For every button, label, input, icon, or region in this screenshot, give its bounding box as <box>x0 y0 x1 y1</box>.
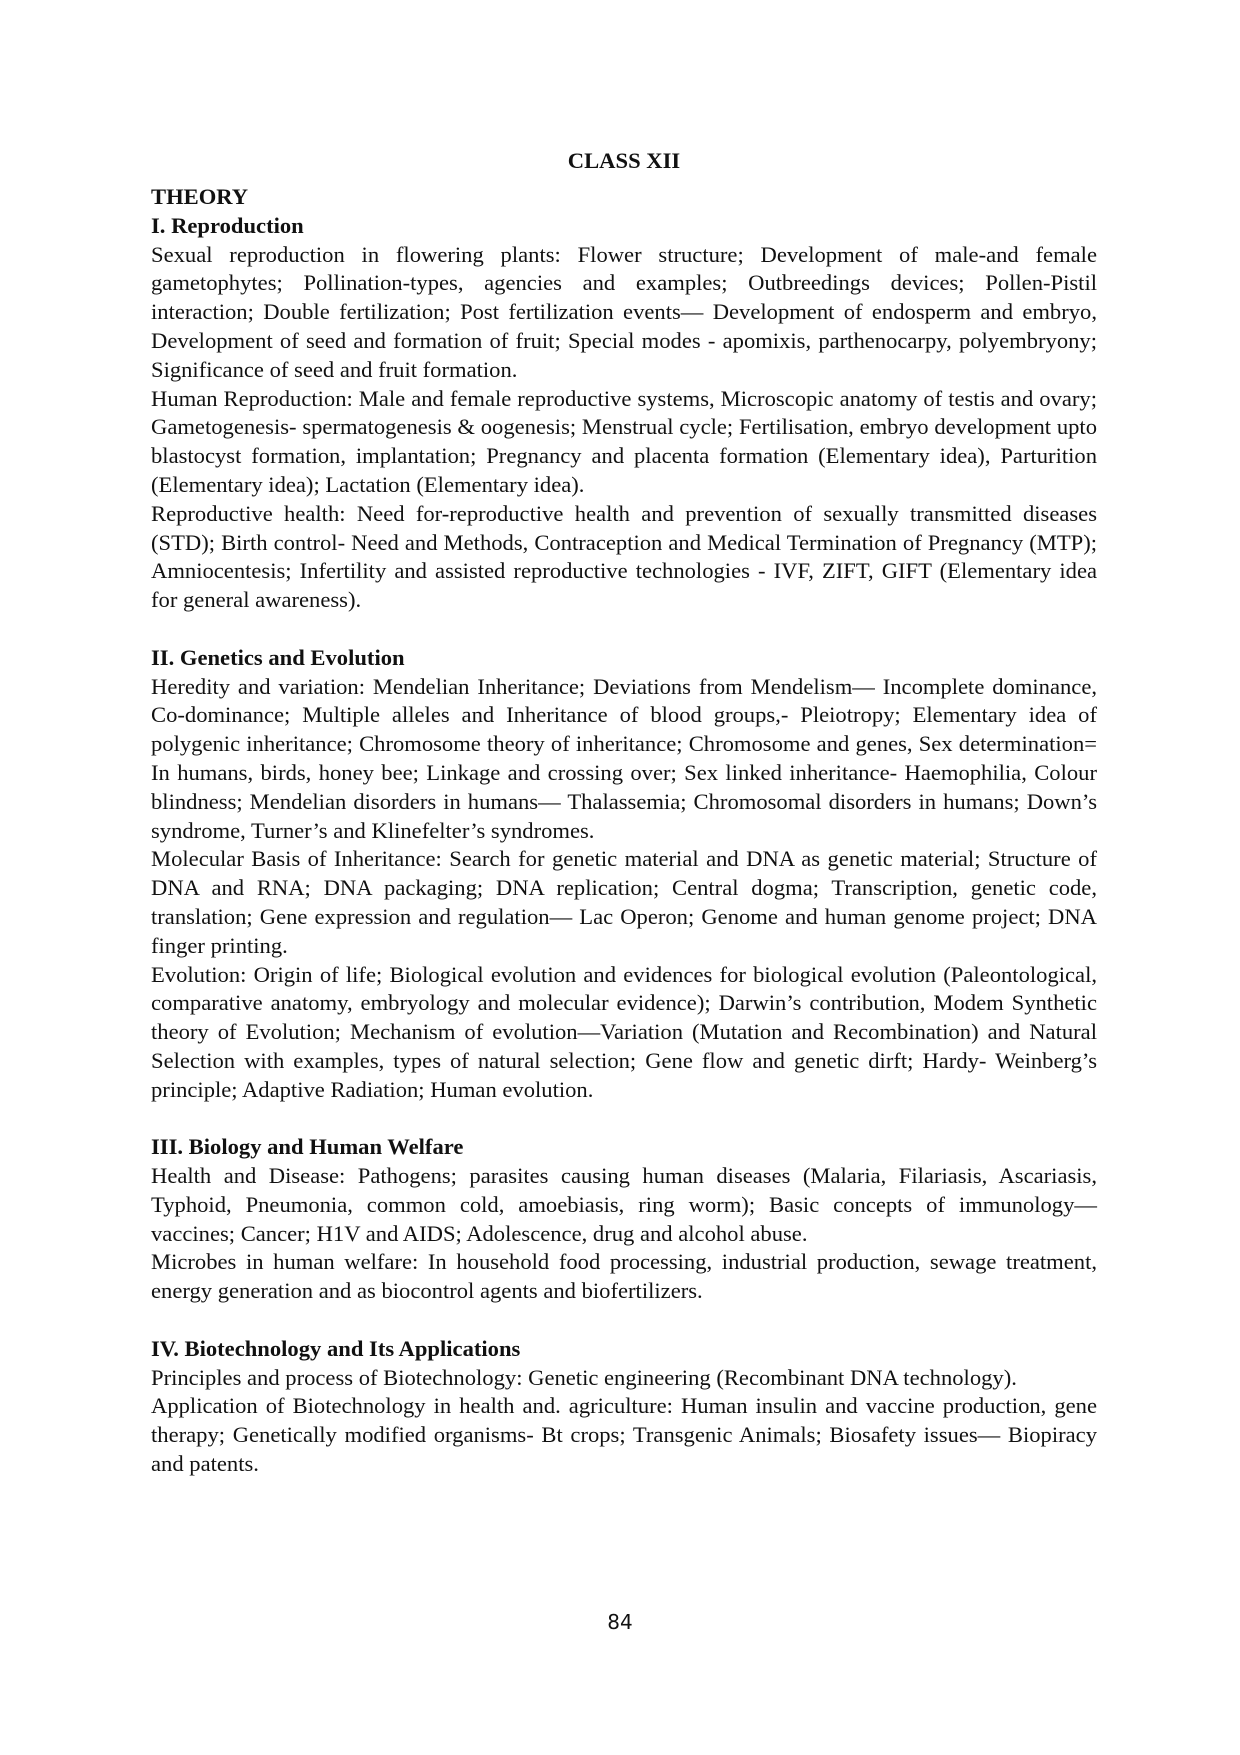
section-spacer <box>151 1306 1097 1335</box>
section-spacer <box>151 1105 1097 1134</box>
section-biology-human-welfare <box>151 1133 1097 1306</box>
section-heading: I. Reproduction <box>151 212 304 238</box>
class-title: CLASS XII <box>567 148 681 173</box>
section-paragraph: Evolution: Origin of life; Biological evolution and evidences for biological evolution (Paleontological, comparative anatomy, embryology and molecular evidence); Darwin’s contribution, Modem Synthetic theory of Evolution; Mechanism of evolution—Variation (Mutation and Recombination) and Natural Selection with examples, types of natural selection; Gene flow and genetic dirft; Hardy- Weinberg’s principle; Adaptive Radiation; Human evolution. <box>151 961 1097 1102</box>
section-genetics-evolution <box>151 644 1097 1105</box>
section-heading: II. Genetics and Evolution <box>151 644 405 670</box>
section-biotechnology <box>151 1335 1097 1479</box>
section-heading: IV. Biotechnology and Its Applications <box>151 1335 521 1361</box>
section-paragraph: Reproductive health: Need for-reproductive health and prevention of sexually transmitted diseases (STD); Birth control- Need and Methods, Contraception and Medical Termination of Pregnancy (MTP); Amniocentesis; Infertility and assisted reproductive technologies - IVF, ZIFT, GIFT (Elementary idea for general awareness). <box>151 500 1097 613</box>
theory-heading: THEORY <box>151 184 249 209</box>
section-spacer <box>151 615 1097 644</box>
section-paragraph: Molecular Basis of Inheritance: Search for genetic material and DNA as genetic material; Structure of DNA and RNA; DNA packaging; DNA replication; Central dogma; Transcription, genetic code, translation; Gene expression and regulation— Lac Operon; Genome and human genome project; DNA finger printing. <box>151 846 1097 958</box>
section-paragraph: Principles and process of Biotechnology: Genetic engineering (Recombinant DNA technology). <box>151 1364 1017 1390</box>
syllabus-page <box>151 147 1097 1479</box>
section-paragraph: Application of Biotechnology in health and. agriculture: Human insulin and vaccine production, gene therapy; Genetically modified organisms- Bt crops; Transgenic Animals; Biosafety issues— Biopiracy and patents. <box>151 1393 1097 1477</box>
section-heading: III. Biology and Human Welfare <box>151 1134 464 1160</box>
section-paragraph: Health and Disease: Pathogens; parasites causing human diseases (Malaria, Filariasis, Ascariasis, Typhoid, Pneumonia, common cold, amoebiasis, ring worm); Basic concepts of immunology—vaccines; Cancer; H1V and AIDS; Adolescence, drug and alcohol abuse. <box>151 1163 1097 1246</box>
page-number: 84 <box>607 1610 633 1634</box>
section-paragraph: Human Reproduction: Male and female reproductive systems, Microscopic anatomy of testis and ovary; Gametogenesis- spermatogenesis & oogenesis; Menstrual cycle; Fertilisation, embryo development upto blastocyst formation, implantation; Pregnancy and placenta formation (Elementary idea), Parturition (Elementary idea); Lactation (Elementary idea). <box>151 385 1097 497</box>
section-reproduction <box>151 212 1097 615</box>
section-paragraph: Sexual reproduction in flowering plants: Flower structure; Development of male-and female gametophytes; Pollination-types, agencies and examples; Outbreedings devices; Pollen-Pistil interaction; Double fertilization; Post fertilization events— Development of endosperm and embryo, Development of seed and formation of fruit; Special modes - apomixis, parthenocarpy, polyembryony; Significance of seed and fruit formation. <box>151 241 1097 382</box>
section-paragraph: Microbes in human welfare: In household food processing, industrial production, sewage treatment, energy generation and as biocontrol agents and biofertilizers. <box>151 1249 1097 1304</box>
section-paragraph: Heredity and variation: Mendelian Inheritance; Deviations from Mendelism— Incomplete dominance, Co-dominance; Multiple alleles and Inheritance of blood groups,- Pleiotropy; Elementary idea of polygenic inheritance; Chromosome theory of inheritance; Chromosome and genes, Sex determination= In humans, birds, honey bee; Linkage and crossing over; Sex linked inheritance- Haemophilia, Colour blindness; Mendelian disorders in humans— Thalassemia; Chromosomal disorders in humans; Down’s syndrome, Turner’s and Klinefelter’s syndromes. <box>151 673 1097 843</box>
